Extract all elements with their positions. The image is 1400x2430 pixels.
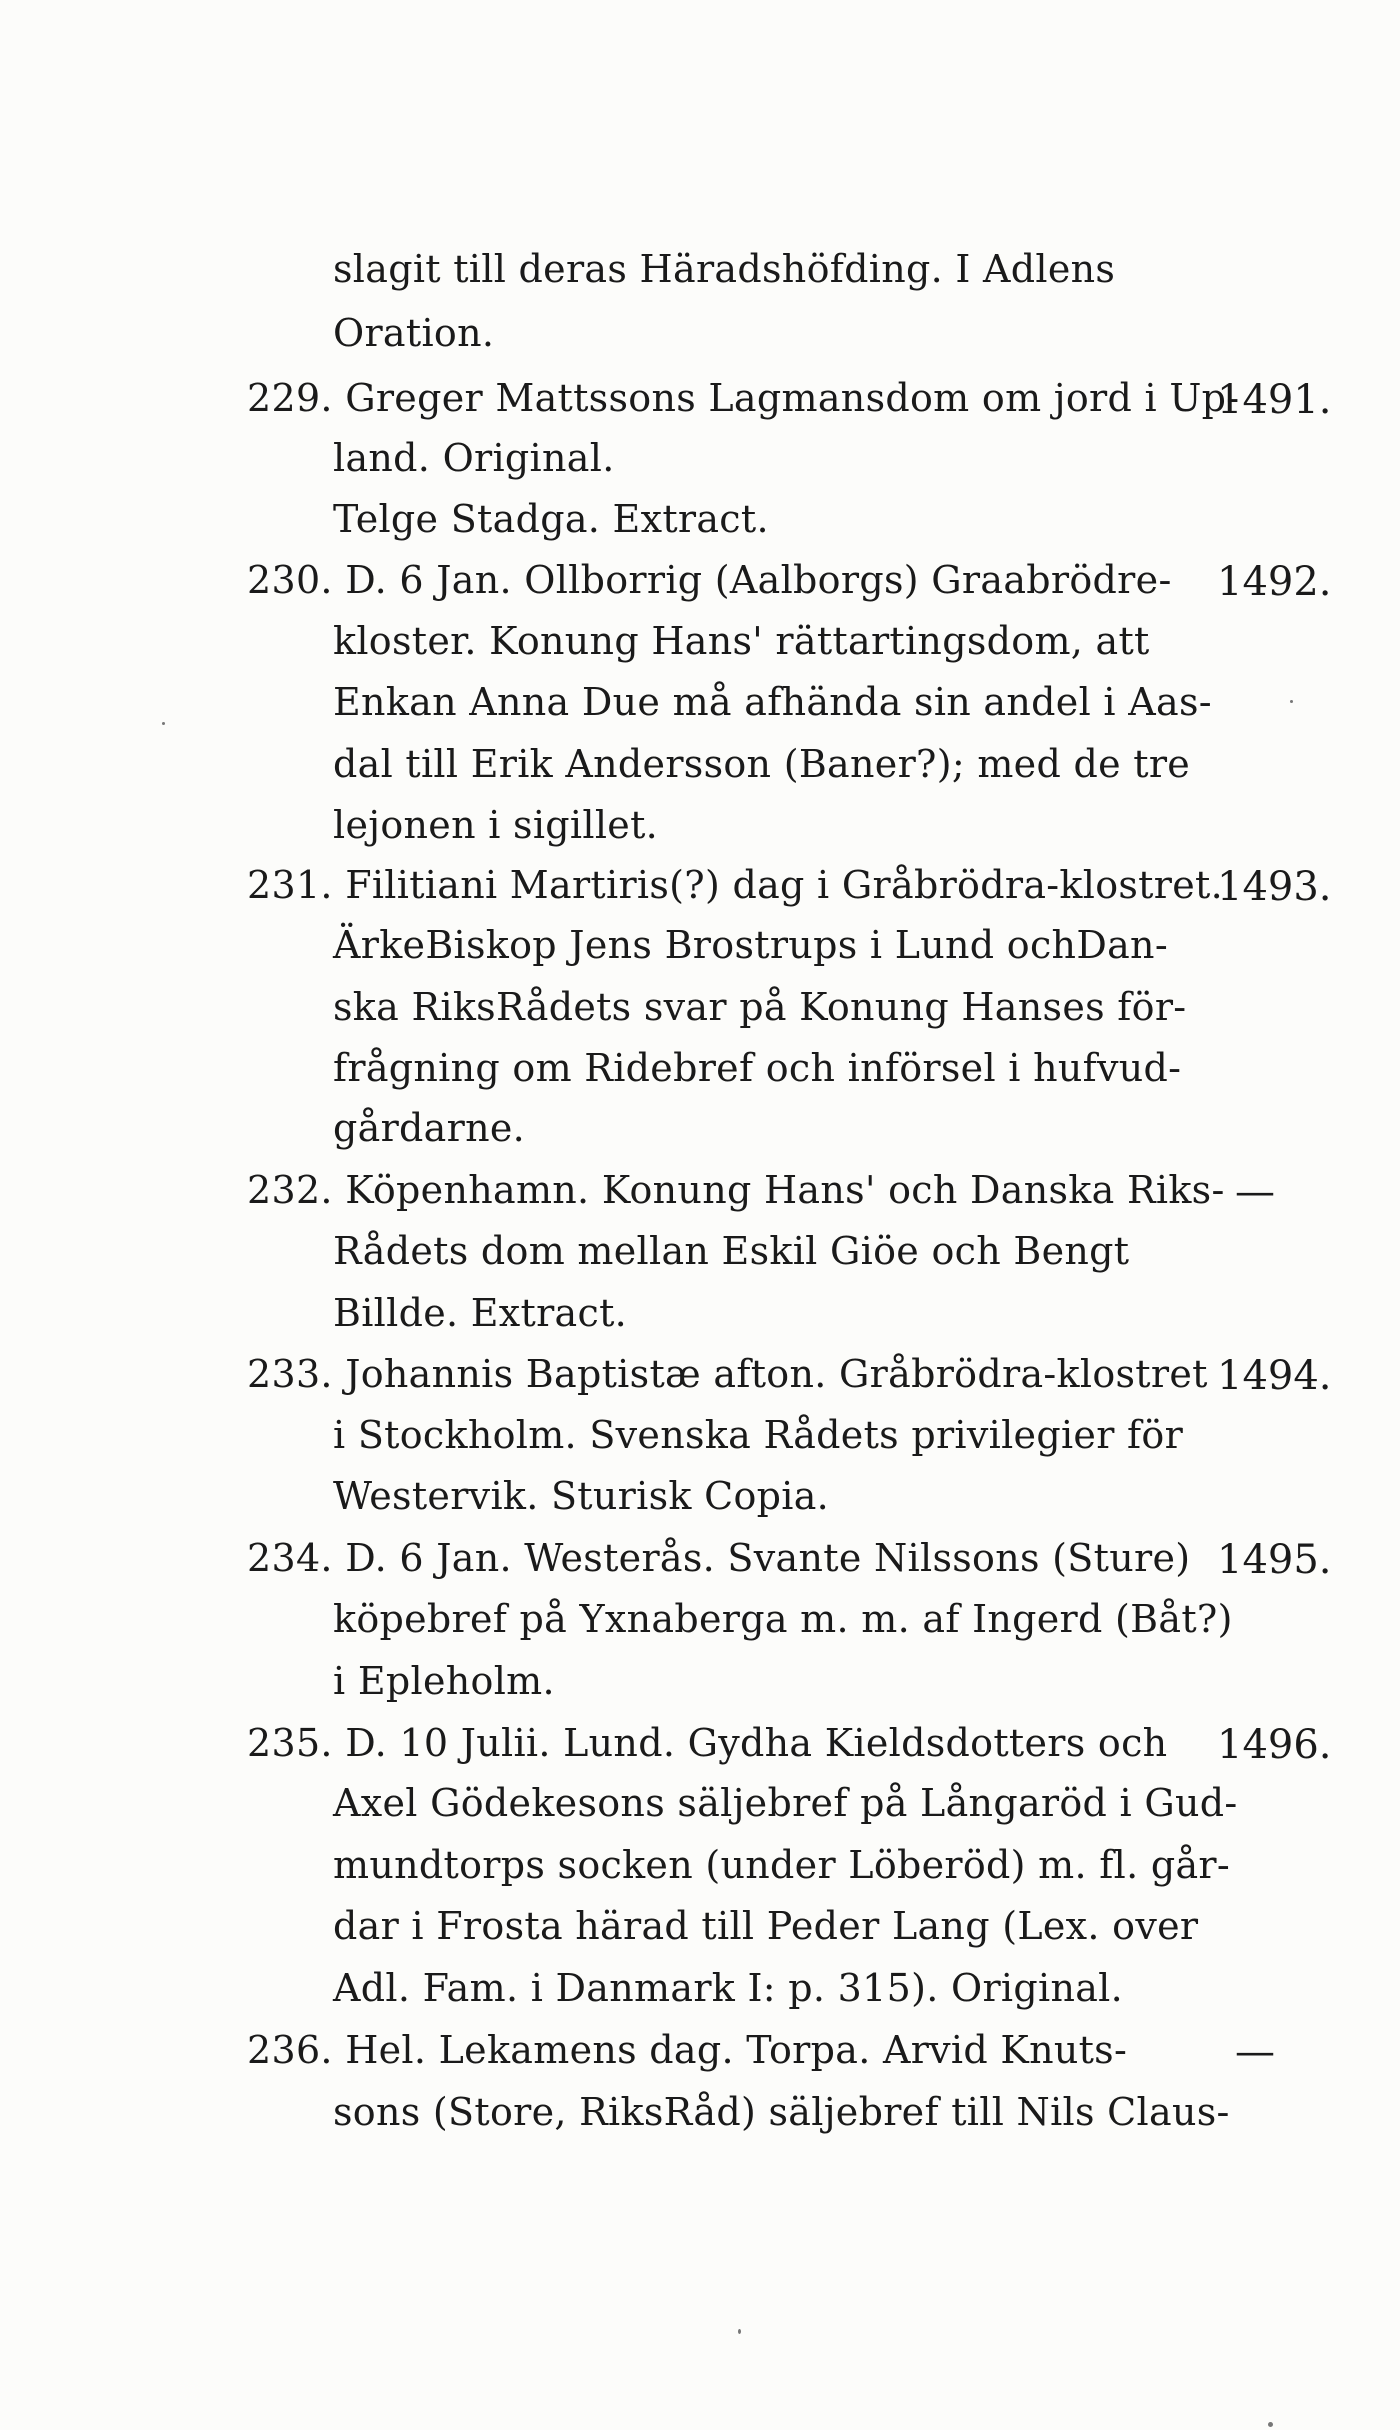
text-line: i Epleholm. bbox=[333, 1659, 555, 1703]
year-marker: 1496. bbox=[1217, 1722, 1332, 1768]
text-line: i Stockholm. Svenska Rådets privilegier för bbox=[333, 1413, 1184, 1457]
year-marker: 1495. bbox=[1217, 1537, 1332, 1583]
text-line: land. Original. bbox=[333, 436, 615, 480]
text-line: 230. D. 6 Jan. Ollborrig (Aalborgs) Graabrödre- bbox=[247, 558, 1172, 602]
text-line: Rådets dom mellan Eskil Giöe och Bengt bbox=[333, 1229, 1130, 1273]
text-line: dal till Erik Andersson (Baner?); med de tre bbox=[333, 742, 1191, 786]
text-line: Telge Stadga. Extract. bbox=[333, 497, 769, 541]
text-line: köpebref på Yxnaberga m. m. af Ingerd (Båt?) bbox=[333, 1597, 1233, 1641]
text-line: Oration. bbox=[333, 311, 495, 355]
text-line: 235. D. 10 Julii. Lund. Gydha Kieldsdotters och bbox=[247, 1721, 1168, 1765]
year-marker: — bbox=[1235, 1169, 1275, 1215]
scan-speck bbox=[738, 2329, 741, 2334]
text-line: 231. Filitiani Martiris(?) dag i Gråbrödra-klostret. bbox=[247, 863, 1223, 907]
text-line: lejonen i sigillet. bbox=[333, 803, 659, 847]
year-marker: — bbox=[1235, 2029, 1275, 2075]
text-line: kloster. Konung Hans' rättartingsdom, att bbox=[333, 619, 1150, 663]
year-marker: 1491. bbox=[1217, 377, 1332, 423]
text-line: 234. D. 6 Jan. Westerås. Svante Nilssons (Sture) bbox=[247, 1536, 1191, 1580]
text-line: 233. Johannis Baptistæ afton. Gråbrödra-klostret bbox=[247, 1352, 1208, 1396]
text-line: Axel Gödekesons säljebref på Långaröd i Gud- bbox=[333, 1781, 1238, 1825]
text-line: slagit till deras Häradshöfding. I Adlens bbox=[333, 247, 1116, 291]
scan-speck bbox=[162, 722, 165, 725]
text-line: frågning om Ridebref och införsel i hufvud- bbox=[333, 1046, 1182, 1090]
text-line: gårdarne. bbox=[333, 1106, 526, 1150]
text-line: Billde. Extract. bbox=[333, 1291, 628, 1335]
text-line: dar i Frosta härad till Peder Lang (Lex. over bbox=[333, 1904, 1199, 1948]
scan-speck bbox=[1290, 700, 1293, 703]
text-line: ÄrkeBiskop Jens Brostrups i Lund ochDan- bbox=[333, 923, 1168, 967]
text-line: sons (Store, RiksRåd) säljebref till Nils Claus- bbox=[333, 2090, 1230, 2134]
text-line: Westervik. Sturisk Copia. bbox=[333, 1474, 830, 1518]
text-line: Adl. Fam. i Danmark I: p. 315). Original. bbox=[333, 1966, 1124, 2010]
text-line: 232. Köpenhamn. Konung Hans' och Danska Riks- bbox=[247, 1168, 1225, 1212]
text-line: Enkan Anna Due må afhända sin andel i Aas- bbox=[333, 680, 1212, 724]
text-line: ska RiksRådets svar på Konung Hanses för- bbox=[333, 985, 1187, 1029]
text-line: mundtorps socken (under Löberöd) m. fl. går- bbox=[333, 1843, 1231, 1887]
year-marker: 1493. bbox=[1217, 864, 1332, 910]
text-line: 236. Hel. Lekamens dag. Torpa. Arvid Knuts- bbox=[247, 2028, 1128, 2072]
text-line: 229. Greger Mattssons Lagmansdom om jord i Up- bbox=[247, 376, 1240, 420]
year-marker: 1494. bbox=[1217, 1353, 1332, 1399]
scan-speck bbox=[1268, 2422, 1273, 2427]
year-marker: 1492. bbox=[1217, 559, 1332, 605]
